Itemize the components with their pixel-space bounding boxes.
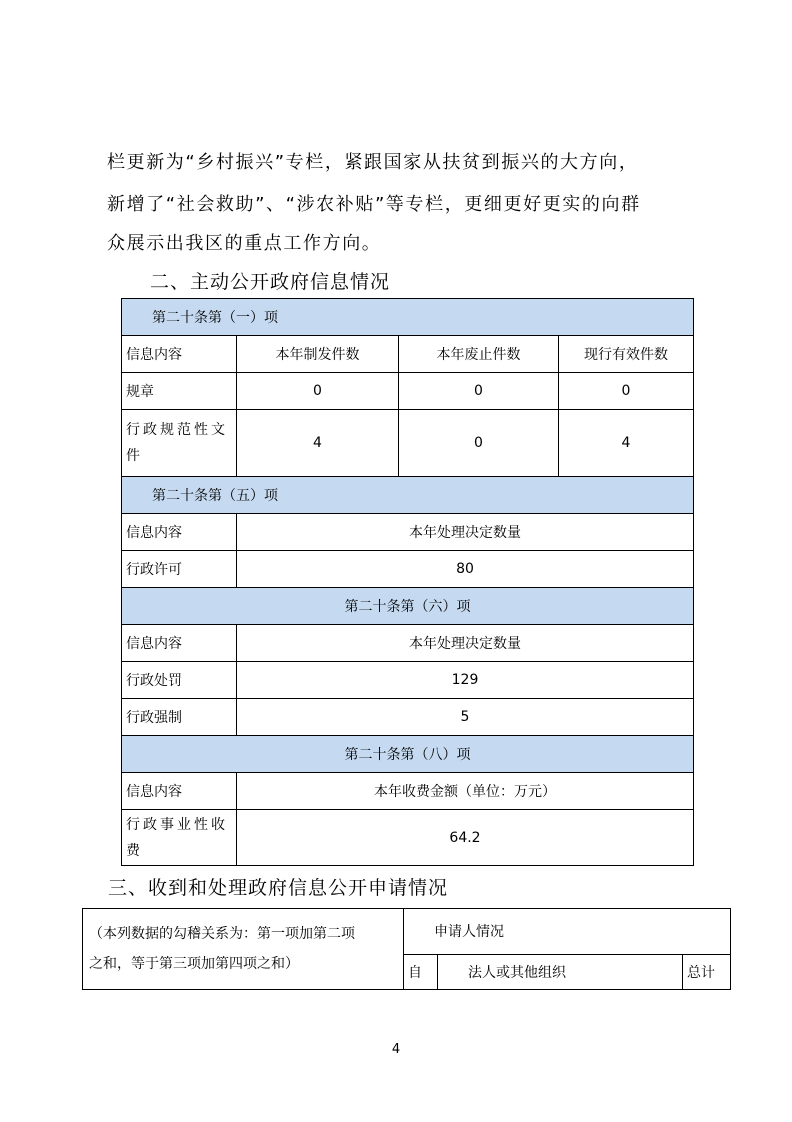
body-paragraph-line-2: 新增了“社会救助”、“涉农补贴”等专栏，更细更好更实的向群 (107, 194, 641, 215)
table-row (122, 551, 694, 588)
cell-value: 4 (237, 410, 399, 477)
row-label-regulations: 规章 (122, 373, 237, 410)
table-header-row (122, 336, 694, 373)
header-total: 总计 (683, 954, 731, 989)
page-number: 4 (391, 1042, 401, 1057)
body-paragraph-line-3: 众展示出我区的重点工作方向。 (107, 233, 382, 254)
table-row (122, 410, 694, 477)
section-2-heading: 二、主动公开政府信息情况 (150, 271, 391, 293)
cell-value: 4 (559, 410, 694, 477)
table-row (122, 699, 694, 736)
section-title-row (122, 736, 694, 773)
header-info-content: 信息内容 (122, 625, 237, 662)
relation-note-line-1: （本列数据的勾稽关系为：第一项加第二项 (89, 926, 355, 942)
header-fee-amount: 本年收费金额（单位：万元） (237, 773, 694, 810)
section-title-article-20-8: 第二十条第（八）项 (122, 736, 694, 773)
row-label-admin-fees: 行政事业性收费 (122, 810, 237, 866)
cell-value: 129 (237, 662, 694, 699)
header-legal-person: 法人或其他组织 (438, 954, 683, 989)
row-label-admin-penalty: 行政处罚 (122, 662, 237, 699)
cell-value: 0 (399, 410, 559, 477)
header-applicant-situation: 申请人情况 (404, 909, 731, 955)
row-label-admin-license: 行政许可 (122, 551, 237, 588)
table-header-row (122, 625, 694, 662)
header-decision-count: 本年处理决定数量 (237, 514, 694, 551)
table-row (122, 662, 694, 699)
table-header-row (122, 773, 694, 810)
section-title-article-20-6: 第二十条第（六）项 (122, 588, 694, 625)
section-title-article-20-1: 第二十条第（一）项 (122, 299, 694, 336)
table-header-row (83, 909, 731, 955)
cell-value: 64.2 (237, 810, 694, 866)
header-info-content: 信息内容 (122, 773, 237, 810)
header-natural-person: 自 (404, 954, 438, 989)
cell-value: 0 (237, 373, 399, 410)
table-row (122, 810, 694, 866)
header-decision-count: 本年处理决定数量 (237, 625, 694, 662)
cell-value: 5 (237, 699, 694, 736)
header-issued-count: 本年制发件数 (237, 336, 399, 373)
row-label-normative-documents: 行政规范性文件 (122, 410, 237, 477)
active-disclosure-table (121, 298, 694, 866)
header-info-content: 信息内容 (122, 336, 237, 373)
cell-value: 0 (559, 373, 694, 410)
cell-value: 0 (399, 373, 559, 410)
row-label-admin-enforcement: 行政强制 (122, 699, 237, 736)
cell-value: 80 (237, 551, 694, 588)
table-row (122, 373, 694, 410)
section-3-heading: 三、收到和处理政府信息公开申请情况 (108, 877, 449, 899)
relation-note-cell (83, 909, 404, 990)
header-info-content: 信息内容 (122, 514, 237, 551)
section-title-row (122, 588, 694, 625)
section-title-row (122, 299, 694, 336)
header-abolished-count: 本年废止件数 (399, 336, 559, 373)
header-valid-count: 现行有效件数 (559, 336, 694, 373)
section-title-row (122, 477, 694, 514)
section-title-article-20-5: 第二十条第（五）项 (122, 477, 694, 514)
application-table (82, 908, 731, 990)
body-paragraph-line-1: 栏更新为“乡村振兴”专栏，紧跟国家从扶贫到振兴的大方向， (107, 152, 639, 173)
table-header-row (122, 514, 694, 551)
relation-note-line-2: 之和，等于第三项加第四项之和） (89, 956, 299, 972)
